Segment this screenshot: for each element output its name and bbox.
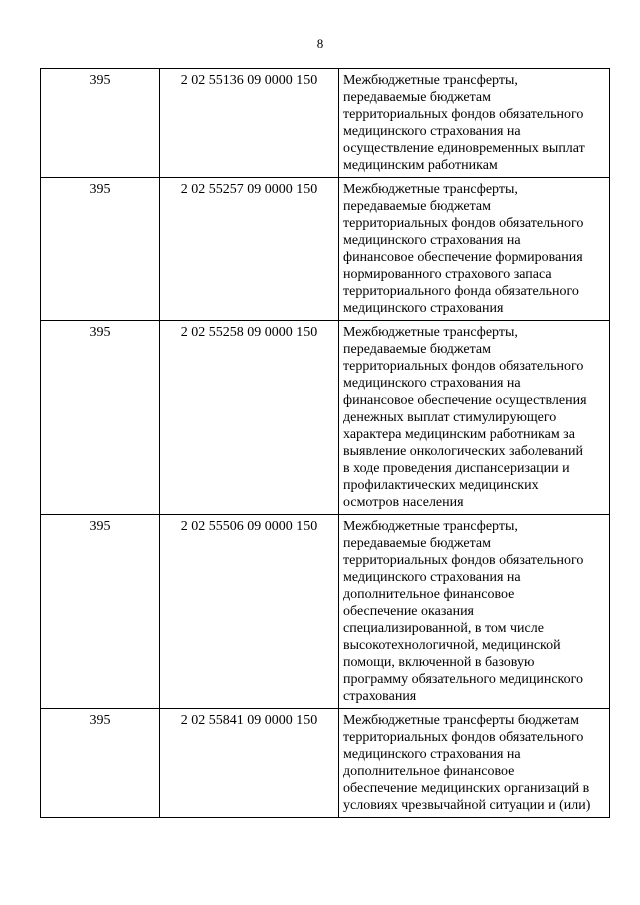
- description-line: Межбюджетные трансферты,: [343, 325, 518, 340]
- description-line: высокотехнологичной, медицинской: [343, 638, 561, 653]
- description-cell: [339, 709, 610, 818]
- description-line: дополнительное финансовое: [343, 587, 515, 602]
- page-number: 8: [316, 36, 324, 51]
- description-line: территориального фонда обязательного: [343, 284, 579, 299]
- description-line: помощи, включенной в базовую: [343, 655, 535, 670]
- description-line: осуществление единовременных выплат: [343, 141, 585, 156]
- description-cell: [339, 321, 610, 515]
- table-row: [41, 178, 610, 321]
- description-line: финансовое обеспечение формирования: [343, 250, 583, 265]
- admin-code-cell: 395: [41, 321, 160, 515]
- description-line: передаваемые бюджетам: [343, 536, 491, 551]
- description-line: осмотров населения: [343, 495, 464, 510]
- description-line: медицинского страхования: [343, 301, 504, 316]
- table-row: [41, 321, 610, 515]
- admin-code-cell: 395: [41, 709, 160, 818]
- admin-code-cell: 395: [41, 515, 160, 709]
- description-line: финансовое обеспечение осуществления: [343, 393, 587, 408]
- description-line: специализированной, в том числе: [343, 621, 544, 636]
- description-line: территориальных фондов обязательного: [343, 730, 584, 745]
- description-line: медицинского страхования на: [343, 376, 521, 391]
- description-line: Межбюджетные трансферты бюджетам: [343, 713, 579, 728]
- description-line: медицинского страхования на: [343, 570, 521, 585]
- description-line: условиях чрезвычайной ситуации и (или): [343, 798, 591, 813]
- description-line: медицинского страхования на: [343, 233, 521, 248]
- description-line: Межбюджетные трансферты,: [343, 519, 518, 534]
- income-code-cell: 2 02 55257 09 0000 150: [160, 178, 339, 321]
- description-line: территориальных фондов обязательного: [343, 216, 584, 231]
- description-line: профилактических медицинских: [343, 478, 539, 493]
- description-line: выявление онкологических заболеваний: [343, 444, 584, 459]
- table-row: [41, 709, 610, 818]
- description-line: передаваемые бюджетам: [343, 199, 491, 214]
- income-code-cell: 2 02 55506 09 0000 150: [160, 515, 339, 709]
- description-line: передаваемые бюджетам: [343, 90, 491, 105]
- budget-classification-table: [40, 68, 610, 818]
- table-row: [41, 515, 610, 709]
- description-line: медицинским работникам: [343, 158, 498, 173]
- description-line: программу обязательного медицинского: [343, 672, 584, 687]
- description-line: дополнительное финансовое: [343, 764, 515, 779]
- income-code-cell: 2 02 55136 09 0000 150: [160, 69, 339, 178]
- description-line: обеспечение медицинских организаций в: [343, 781, 590, 796]
- description-line: территориальных фондов обязательного: [343, 107, 584, 122]
- description-cell: [339, 69, 610, 178]
- description-line: территориальных фондов обязательного: [343, 359, 584, 374]
- admin-code-cell: 395: [41, 69, 160, 178]
- description-line: в ходе проведения диспансеризации и: [343, 461, 570, 476]
- description-line: передаваемые бюджетам: [343, 342, 491, 357]
- description-line: обеспечение оказания: [343, 604, 474, 619]
- description-line: страхования: [343, 689, 417, 704]
- description-cell: [339, 515, 610, 709]
- description-line: нормированного страхового запаса: [343, 267, 552, 282]
- description-line: территориальных фондов обязательного: [343, 553, 584, 568]
- income-code-cell: 2 02 55841 09 0000 150: [160, 709, 339, 818]
- description-line: характера медицинским работникам за: [343, 427, 575, 442]
- table-row: [41, 69, 610, 178]
- description-cell: [339, 178, 610, 321]
- admin-code-cell: 395: [41, 178, 160, 321]
- description-line: медицинского страхования на: [343, 747, 521, 762]
- income-code-cell: 2 02 55258 09 0000 150: [160, 321, 339, 515]
- description-line: денежных выплат стимулирующего: [343, 410, 557, 425]
- description-line: Межбюджетные трансферты,: [343, 73, 518, 88]
- description-line: Межбюджетные трансферты,: [343, 182, 518, 197]
- description-line: медицинского страхования на: [343, 124, 521, 139]
